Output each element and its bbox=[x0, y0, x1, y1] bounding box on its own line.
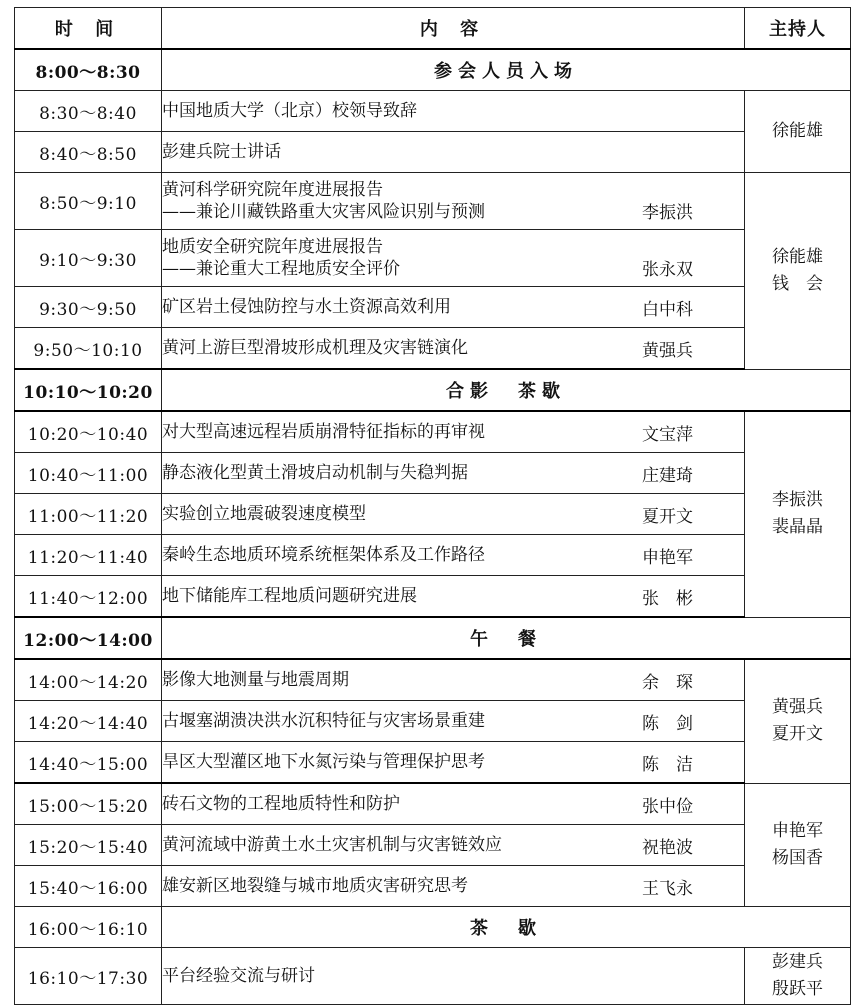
speaker-name: 祝艳波 bbox=[642, 837, 693, 858]
time-cell: 11:40～12:00 bbox=[15, 576, 162, 618]
host-name: 杨国香 bbox=[772, 847, 823, 868]
host-name: 钱 会 bbox=[772, 273, 823, 294]
break-cell: 合影 茶歇 bbox=[162, 369, 851, 411]
table-row bbox=[15, 230, 851, 287]
topic-cell bbox=[162, 701, 745, 742]
topic-subtitle: ——兼论川藏铁路重大灾害风险识别与预测 bbox=[162, 202, 485, 222]
topic-cell bbox=[162, 576, 745, 618]
speaker-name: 陈 剑 bbox=[642, 713, 693, 734]
speaker-name: 王飞永 bbox=[642, 878, 693, 899]
table-row bbox=[15, 866, 851, 907]
topic-text: 实验创立地震破裂速度模型 bbox=[162, 504, 366, 524]
time-cell: 10:40～11:00 bbox=[15, 453, 162, 494]
table-row bbox=[15, 453, 851, 494]
topic-text: 古堰塞湖溃决洪水沉积特征与灾害场景重建 bbox=[162, 711, 485, 731]
host-name: 申艳军 bbox=[772, 820, 823, 841]
topic-text: 彭建兵院士讲话 bbox=[162, 142, 281, 162]
table-row bbox=[15, 132, 851, 173]
table-header-row bbox=[15, 8, 851, 50]
host-cell bbox=[745, 173, 851, 370]
host-name: 夏开文 bbox=[772, 724, 823, 745]
host-cell bbox=[745, 783, 851, 907]
time-cell: 15:00～15:20 bbox=[15, 783, 162, 825]
speaker-name: 张 彬 bbox=[642, 588, 693, 609]
time-cell: 10:10～10:20 bbox=[15, 369, 162, 411]
topic-text: 中国地质大学（北京）校领导致辞 bbox=[162, 101, 417, 121]
topic-cell bbox=[162, 230, 745, 287]
header-host: 主持人 bbox=[745, 8, 851, 50]
topic-text: 对大型高速远程岩质崩滑特征指标的再审视 bbox=[162, 422, 485, 442]
topic-cell bbox=[162, 783, 745, 825]
time-cell: 9:50～10:10 bbox=[15, 328, 162, 370]
host-name: 殷跃平 bbox=[772, 979, 823, 999]
table-row bbox=[15, 411, 851, 453]
table-row bbox=[15, 535, 851, 576]
host-name: 裴晶晶 bbox=[772, 517, 823, 538]
host-cell bbox=[745, 659, 851, 783]
speaker-name: 张中俭 bbox=[642, 796, 693, 817]
topic-text: 旱区大型灌区地下水氮污染与管理保护思考 bbox=[162, 752, 485, 772]
time-cell: 8:40～8:50 bbox=[15, 132, 162, 173]
host-name: 彭建兵 bbox=[772, 952, 823, 972]
table-row bbox=[15, 287, 851, 328]
time-cell: 10:20～10:40 bbox=[15, 411, 162, 453]
topic-cell bbox=[162, 659, 745, 701]
topic-text: 地质安全研究院年度进展报告 bbox=[162, 237, 383, 257]
topic-subtitle: ——兼论重大工程地质安全评价 bbox=[162, 259, 400, 279]
table-row bbox=[15, 948, 851, 1005]
time-cell: 15:40～16:00 bbox=[15, 866, 162, 907]
topic-cell bbox=[162, 287, 745, 328]
topic-text: 静态液化型黄土滑坡启动机制与失稳判据 bbox=[162, 463, 468, 483]
topic-text: 砖石文物的工程地质特性和防护 bbox=[162, 794, 400, 814]
header-time: 时 间 bbox=[15, 8, 162, 50]
table-row bbox=[15, 701, 851, 742]
speaker-name: 黄强兵 bbox=[642, 340, 693, 361]
table-row bbox=[15, 907, 851, 948]
topic-cell bbox=[162, 328, 745, 370]
table-row bbox=[15, 825, 851, 866]
time-cell: 8:00～8:30 bbox=[15, 49, 162, 91]
topic-text: 地下储能库工程地质问题研究进展 bbox=[162, 586, 417, 606]
time-cell: 14:20～14:40 bbox=[15, 701, 162, 742]
topic-text: 黄河科学研究院年度进展报告 bbox=[162, 180, 383, 200]
speaker-name: 庄建琦 bbox=[642, 465, 693, 486]
time-cell: 14:40～15:00 bbox=[15, 742, 162, 784]
time-cell: 16:10～17:30 bbox=[15, 948, 162, 1005]
topic-cell bbox=[162, 173, 745, 230]
topic-cell bbox=[162, 825, 745, 866]
header-content: 内 容 bbox=[162, 8, 745, 50]
speaker-name: 陈 洁 bbox=[642, 754, 693, 775]
topic-text: 影像大地测量与地震周期 bbox=[162, 670, 349, 690]
time-cell: 14:00～14:20 bbox=[15, 659, 162, 701]
table-row bbox=[15, 91, 851, 132]
topic-cell bbox=[162, 132, 745, 173]
host-cell bbox=[745, 411, 851, 617]
break-cell: 参会人员入场 bbox=[162, 49, 851, 91]
host-name: 李振洪 bbox=[772, 490, 823, 511]
table-row bbox=[15, 328, 851, 370]
host-cell bbox=[745, 91, 851, 173]
time-cell: 11:20～11:40 bbox=[15, 535, 162, 576]
time-cell: 11:00～11:20 bbox=[15, 494, 162, 535]
table-row bbox=[15, 659, 851, 701]
table-row bbox=[15, 369, 851, 411]
time-cell: 12:00～14:00 bbox=[15, 617, 162, 659]
topic-text: 黄河流域中游黄土水土灾害机制与灾害链效应 bbox=[162, 835, 502, 855]
topic-cell bbox=[162, 453, 745, 494]
table-row bbox=[15, 173, 851, 230]
agenda-table bbox=[14, 7, 851, 1005]
speaker-name: 李振洪 bbox=[642, 203, 693, 223]
topic-text: 矿区岩土侵蚀防控与水土资源高效利用 bbox=[162, 297, 451, 317]
host-cell bbox=[745, 948, 851, 1005]
table-row bbox=[15, 783, 851, 825]
speaker-name: 申艳军 bbox=[642, 547, 693, 568]
topic-text: 平台经验交流与研讨 bbox=[162, 966, 315, 986]
topic-text: 黄河上游巨型滑坡形成机理及灾害链演化 bbox=[162, 338, 468, 358]
break-cell: 午 餐 bbox=[162, 617, 851, 659]
speaker-name: 白中科 bbox=[642, 299, 693, 320]
break-cell: 茶 歇 bbox=[162, 907, 851, 948]
speaker-name: 张永双 bbox=[642, 260, 693, 280]
topic-cell bbox=[162, 866, 745, 907]
host-name: 徐能雄 bbox=[772, 246, 823, 267]
table-row bbox=[15, 617, 851, 659]
time-cell: 9:30～9:50 bbox=[15, 287, 162, 328]
topic-cell bbox=[162, 91, 745, 132]
host-name: 黄强兵 bbox=[772, 697, 823, 718]
time-cell: 9:10～9:30 bbox=[15, 230, 162, 287]
topic-cell bbox=[162, 494, 745, 535]
time-cell: 8:30～8:40 bbox=[15, 91, 162, 132]
topic-text: 雄安新区地裂缝与城市地质灾害研究思考 bbox=[162, 876, 468, 896]
host-name: 徐能雄 bbox=[772, 121, 823, 141]
time-cell: 15:20～15:40 bbox=[15, 825, 162, 866]
time-cell: 16:00～16:10 bbox=[15, 907, 162, 948]
speaker-name: 余 琛 bbox=[642, 672, 693, 693]
topic-cell bbox=[162, 535, 745, 576]
speaker-name: 文宝萍 bbox=[642, 424, 693, 445]
table-row bbox=[15, 742, 851, 784]
table-row bbox=[15, 576, 851, 618]
time-cell: 8:50～9:10 bbox=[15, 173, 162, 230]
topic-cell bbox=[162, 742, 745, 784]
table-row bbox=[15, 494, 851, 535]
topic-text: 秦岭生态地质环境系统框架体系及工作路径 bbox=[162, 545, 485, 565]
table-row bbox=[15, 49, 851, 91]
topic-cell bbox=[162, 411, 745, 453]
topic-cell bbox=[162, 948, 745, 1005]
speaker-name: 夏开文 bbox=[642, 506, 693, 527]
